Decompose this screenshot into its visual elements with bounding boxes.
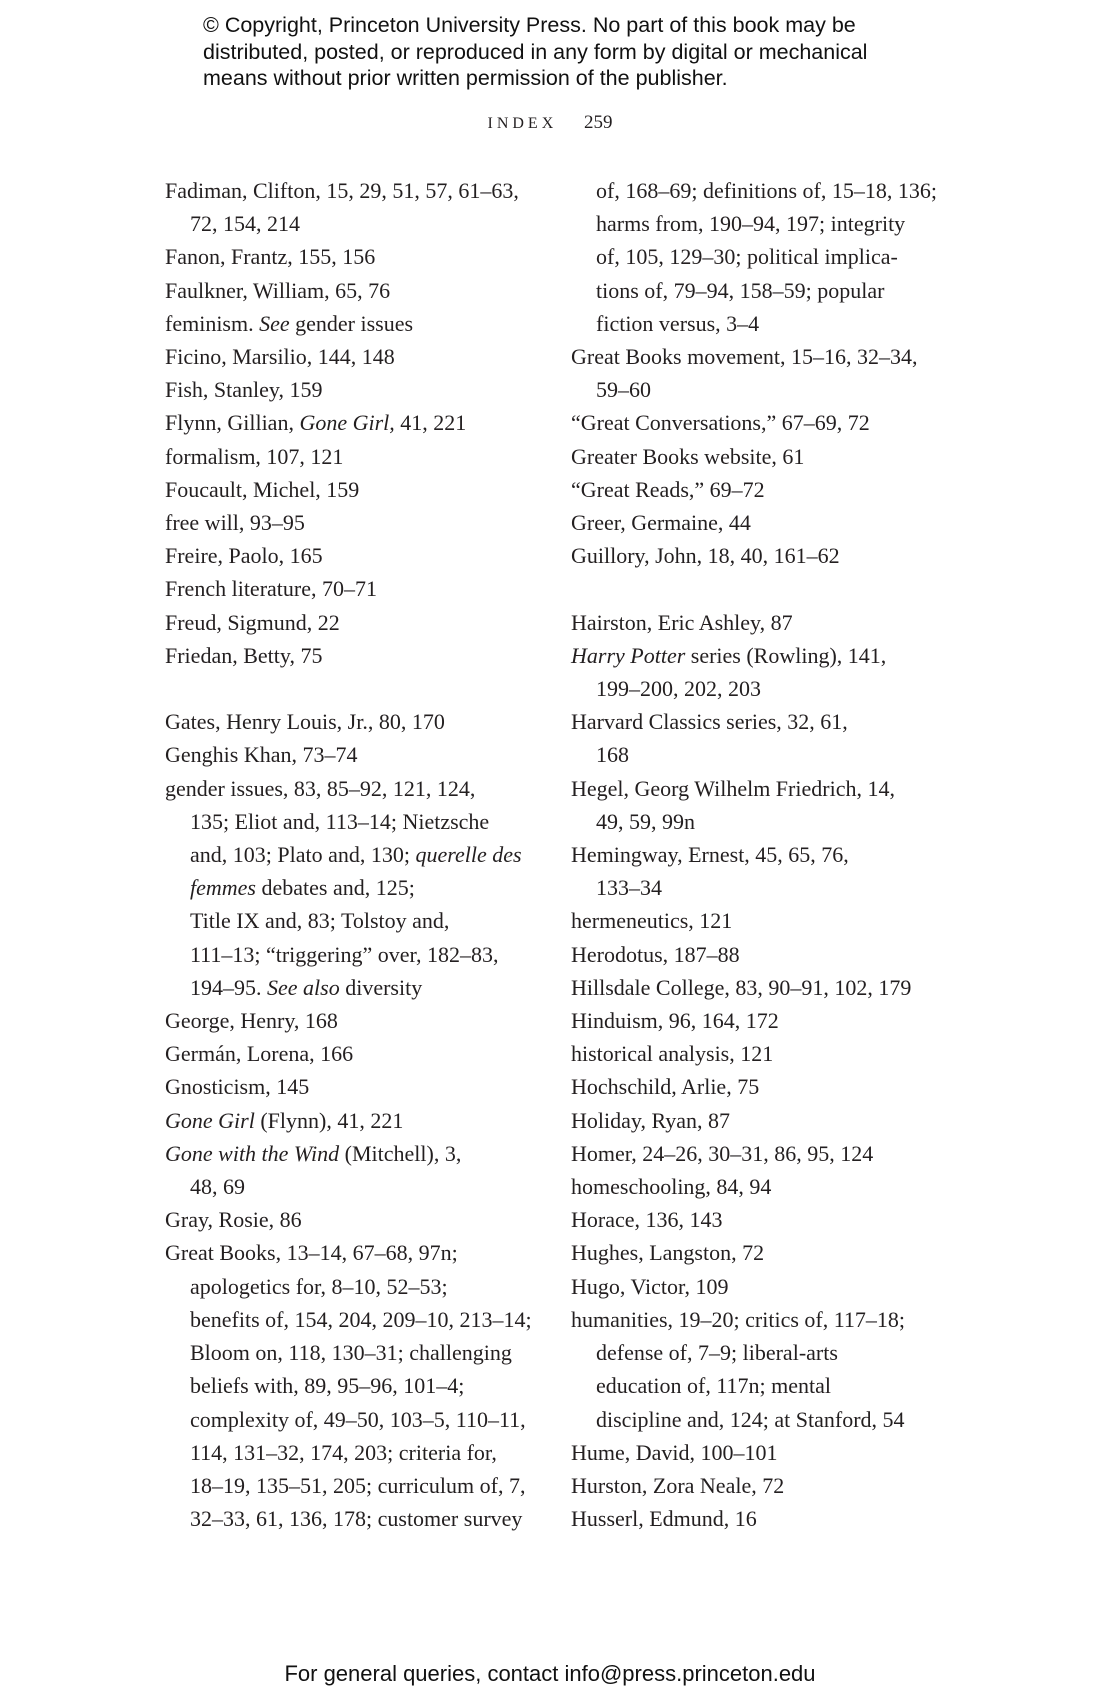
index-entry: Faulkner, William, 65, 76 [165,277,391,303]
index-entry: Gone Girl (Flynn), 41, 221 [165,1107,404,1133]
index-entry: “Great Conversations,” 67–69, 72 [571,410,870,436]
index-entry: formalism, 107, 121 [165,443,344,469]
index-entry-continuation: of, 168–69; definitions of, 15–18, 136; [596,178,937,203]
index-entry: Fanon, Frantz, 155, 156 [165,244,376,270]
index-entry-continuation: beliefs with, 89, 95–96, 101–4; [190,1373,465,1399]
index-entry: Ficino, Marsilio, 144, 148 [165,344,395,370]
index-entry: Great Books, 13–14, 67–68, 97n; [165,1240,458,1266]
index-entry: Husserl, Edmund, 16 [571,1506,757,1532]
index-entry: Horace, 136, 143 [571,1207,723,1233]
index-entry: historical analysis, 121 [571,1041,774,1067]
index-entry-continuation: 168 [596,742,629,768]
index-entry: Great Books movement, 15–16, 32–34, [571,344,918,370]
running-head [0,112,1100,134]
index-entry: Freire, Paolo, 165 [165,543,323,569]
index-entry: Harry Potter series (Rowling), 141, [571,642,887,668]
index-entry-continuation: 49, 59, 99n [596,808,695,834]
index-entry-continuation: education of, 117n; mental [596,1373,832,1399]
index-entry: Herodotus, 187–88 [571,941,740,967]
index-entry-continuation: 135; Eliot and, 113–14; Nietzsche [190,808,490,834]
index-entry: George, Henry, 168 [165,1008,338,1034]
index-entry: Hegel, Georg Wilhelm Friedrich, 14, [571,775,895,801]
index-entry: Greater Books website, 61 [571,443,805,469]
index-entry-continuation: femmes debates and, 125; [190,875,415,901]
index-entry-continuation: tions of, 79–94, 158–59; popular [596,277,885,303]
index-entry-continuation: 48, 69 [190,1174,245,1200]
index-entry: gender issues, 83, 85–92, 121, 124, [165,775,476,801]
index-column-left [165,174,545,1535]
index-entry-continuation: 18–19, 135–51, 205; curriculum of, 7, [190,1472,526,1498]
index-entry-continuation: and, 103; Plato and, 130; querelle des [190,842,522,868]
index-entry-continuation: apologetics for, 8–10, 52–53; [190,1273,448,1299]
index-entry: hermeneutics, 121 [571,908,733,934]
index-entry-continuation: of, 105, 129–30; political implica- [596,244,898,270]
index-entry: Fadiman, Clifton, 15, 29, 51, 57, 61–63, [165,178,519,203]
index-entry: Freud, Sigmund, 22 [165,609,340,635]
index-entry: homeschooling, 84, 94 [571,1174,772,1200]
index-entry-continuation: 59–60 [596,377,651,403]
index-entry: Hume, David, 100–101 [571,1439,778,1465]
index-entry-continuation: 133–34 [596,875,662,901]
index-entry-continuation: benefits of, 154, 204, 209–10, 213–14; [190,1306,532,1332]
index-entry-continuation: 114, 131–32, 174, 203; criteria for, [190,1439,497,1465]
index-entry: Gnosticism, 145 [165,1074,310,1100]
index-entry: “Great Reads,” 69–72 [571,476,765,502]
index-entry: Hillsdale College, 83, 90–91, 102, 179 [571,974,912,1000]
index-entry: Holiday, Ryan, 87 [571,1107,731,1133]
copyright-notice [203,12,963,92]
index-entry-continuation: Bloom on, 118, 130–31; challenging [190,1340,512,1366]
index-entry-continuation: discipline and, 124; at Stanford, 54 [596,1406,905,1432]
index-entry-continuation: Title IX and, 83; Tolstoy and, [190,908,450,934]
running-head-label: INDEX [487,115,558,132]
index-entry: Hemingway, Ernest, 45, 65, 76, [571,842,849,868]
index-entry-continuation: 111–13; “triggering” over, 182–83, [190,941,499,967]
copyright-line: means without prior written permission of the publisher. [203,66,728,90]
index-column-right [571,174,951,1535]
index-entry: French literature, 70–71 [165,576,377,602]
index-entry: Harvard Classics series, 32, 61, [571,709,848,735]
index-entry-continuation: harms from, 190–94, 197; integrity [596,211,906,237]
index-entry: Foucault, Michel, 159 [165,476,360,502]
copyright-line: distributed, posted, or reproduced in any form by digital or mechanical [203,39,868,64]
index-entry: Guillory, John, 18, 40, 161–62 [571,543,840,569]
index-entry: Homer, 24–26, 30–31, 86, 95, 124 [571,1140,874,1166]
index-entry: Hinduism, 96, 164, 172 [571,1008,779,1034]
index-entry: Hairston, Eric Ashley, 87 [571,609,793,635]
index-entry-continuation: 72, 154, 214 [190,211,300,237]
index-entry: feminism. See gender issues [165,310,414,336]
index-entry-continuation: complexity of, 49–50, 103–5, 110–11, [190,1406,526,1432]
index-entry: Hurston, Zora Neale, 72 [571,1472,785,1498]
index-entry-continuation: fiction versus, 3–4 [596,310,760,336]
index-entry: Germán, Lorena, 166 [165,1041,354,1067]
index-entry-continuation: 194–95. See also diversity [190,974,423,1000]
copyright-line: © Copyright, Princeton University Press. No part of this book may be [203,13,856,37]
footer-contact: For general queries, contact info@press.princeton.edu [284,1661,816,1686]
section-gap [571,572,951,605]
index-entry: Hugo, Victor, 109 [571,1273,729,1299]
index-entry: Friedan, Betty, 75 [165,642,323,668]
index-entry-continuation: 32–33, 61, 136, 178; customer survey [190,1506,523,1532]
index-entry: Gone with the Wind (Mitchell), 3, [165,1140,462,1166]
index-entry-continuation: 199–200, 202, 203 [596,676,761,702]
section-gap [165,672,545,705]
page-number: 259 [584,112,613,133]
index-entry: humanities, 19–20; critics of, 117–18; [571,1306,906,1332]
index-entry: Gray, Rosie, 86 [165,1207,302,1233]
index-entry: Hughes, Langston, 72 [571,1240,765,1266]
index-entry: Flynn, Gillian, Gone Girl, 41, 221 [165,410,467,436]
index-entry: Gates, Henry Louis, Jr., 80, 170 [165,709,445,735]
index-entry: Hochschild, Arlie, 75 [571,1074,760,1100]
index-entry: free will, 93–95 [165,510,305,536]
index-entry: Greer, Germaine, 44 [571,510,751,536]
index-entry: Fish, Stanley, 159 [165,377,323,403]
index-entry-continuation: defense of, 7–9; liberal-arts [596,1340,838,1366]
index-entry: Genghis Khan, 73–74 [165,742,358,768]
